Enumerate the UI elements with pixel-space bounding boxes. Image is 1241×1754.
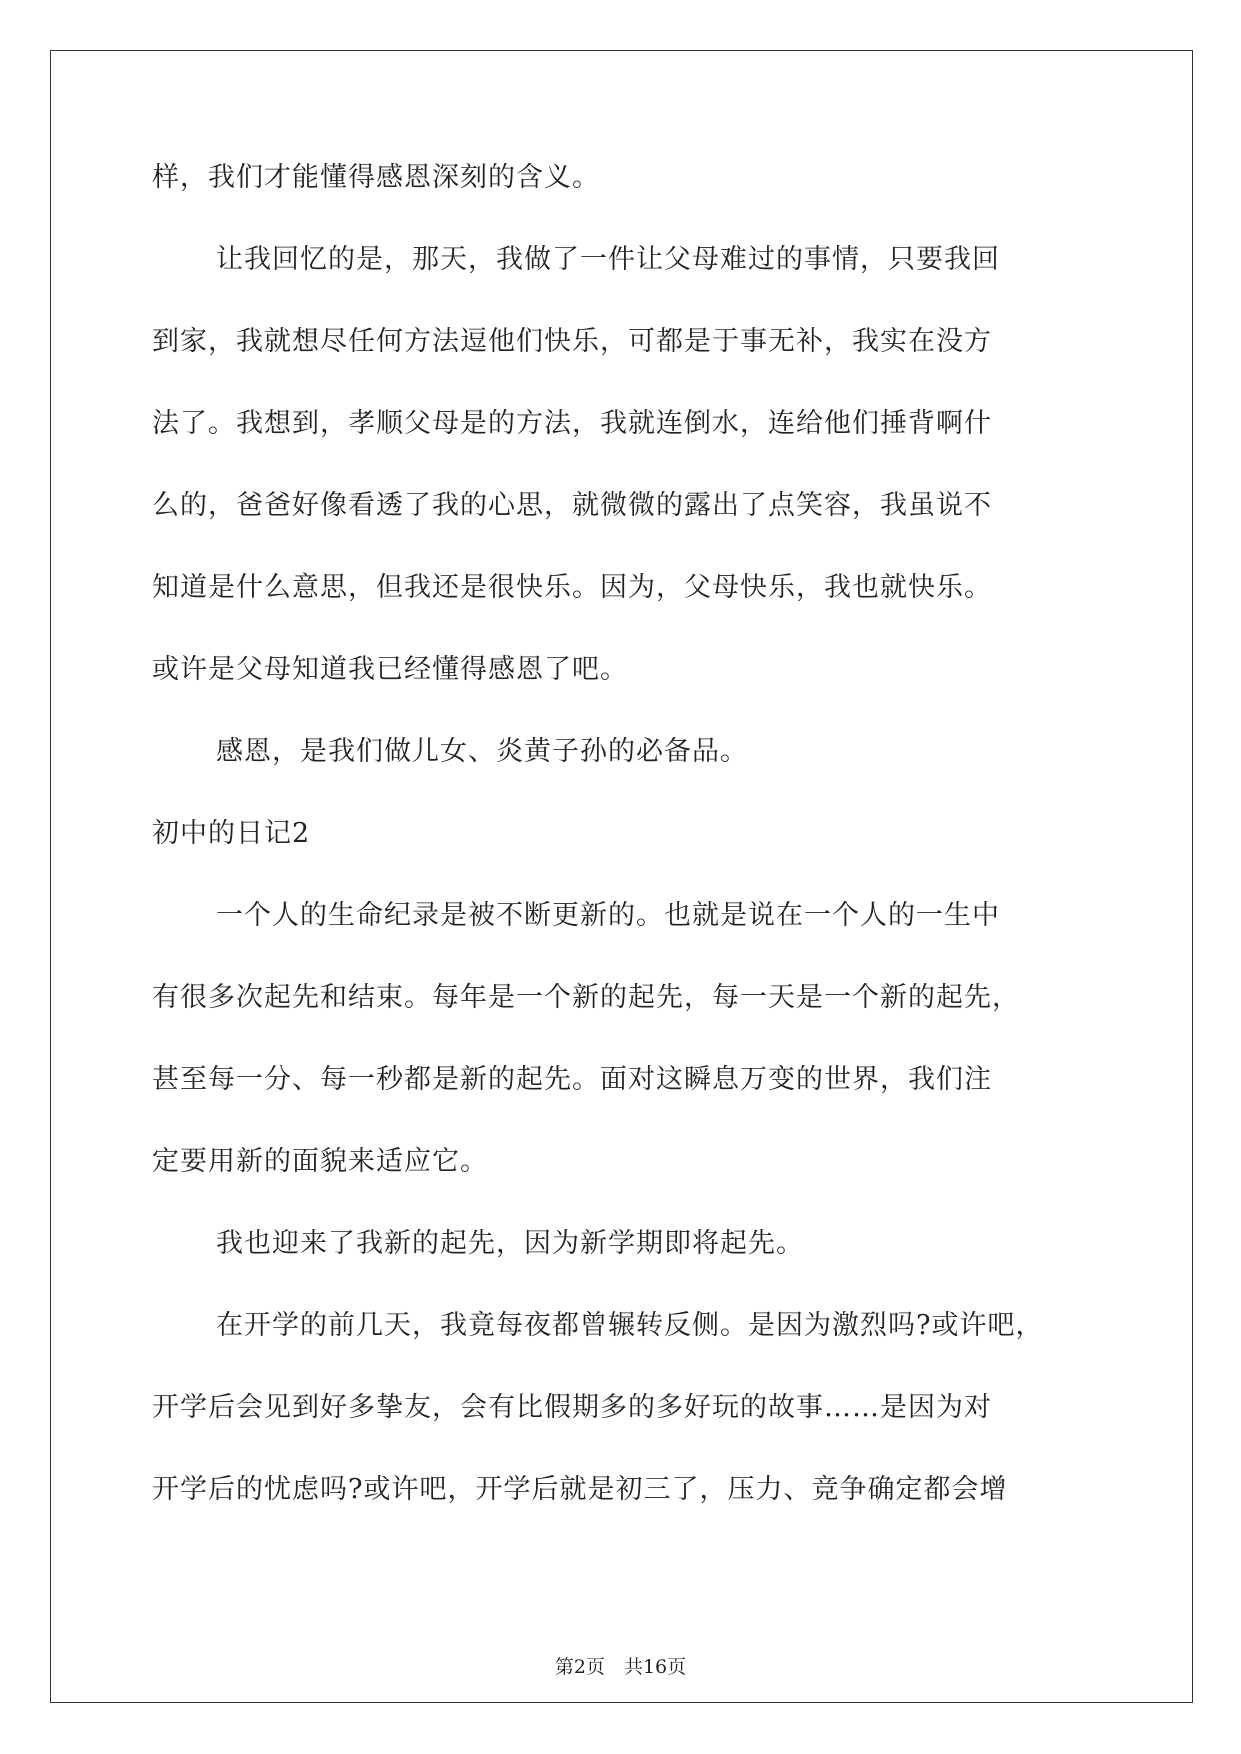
text-line: 我也迎来了我新的起先，因为新学期即将起先。	[216, 1228, 804, 1259]
text-line: 到家，我就想尽任何方法逗他们快乐，可都是于事无补，我实在没方	[152, 326, 992, 357]
text-line: 开学后会见到好多挚友，会有比假期多的多好玩的故事……是因为对	[152, 1392, 992, 1423]
text-line: 知道是什么意思，但我还是很快乐。因为，父母快乐，我也就快乐。	[152, 572, 992, 603]
text-line: 么的，爸爸好像看透了我的心思，就微微的露出了点笑容，我虽说不	[152, 490, 992, 521]
text-line: 一个人的生命纪录是被不断更新的。也就是说在一个人的一生中	[216, 900, 1000, 931]
text-line: 开学后的忧虑吗?或许吧，开学后就是初三了，压力、竞争确定都会增	[152, 1474, 1008, 1505]
text-line: 感恩，是我们做儿女、炎黄子孙的必备品。	[216, 736, 748, 767]
text-line: 在开学的前几天，我竟每夜都曾辗转反侧。是因为激烈吗?或许吧，	[216, 1310, 1044, 1341]
text-line: 或许是父母知道我已经懂得感恩了吧。	[152, 654, 628, 685]
text-line: 样，我们才能懂得感恩深刻的含义。	[152, 162, 600, 193]
text-line: 有很多次起先和结束。每年是一个新的起先，每一天是一个新的起先，	[152, 982, 1020, 1013]
document-body	[152, 158, 1092, 1552]
text-line: 让我回忆的是，那天，我做了一件让父母难过的事情，只要我回	[216, 244, 1000, 275]
page-number-footer: 第2页 共16页	[554, 1656, 687, 1678]
section-heading: 初中的日记2	[152, 818, 311, 849]
text-line: 法了。我想到，孝顺父母是的方法，我就连倒水，连给他们捶背啊什	[152, 408, 992, 439]
text-line: 定要用新的面貌来适应它。	[152, 1146, 488, 1177]
text-line: 甚至每一分、每一秒都是新的起先。面对这瞬息万变的世界，我们注	[152, 1064, 992, 1095]
